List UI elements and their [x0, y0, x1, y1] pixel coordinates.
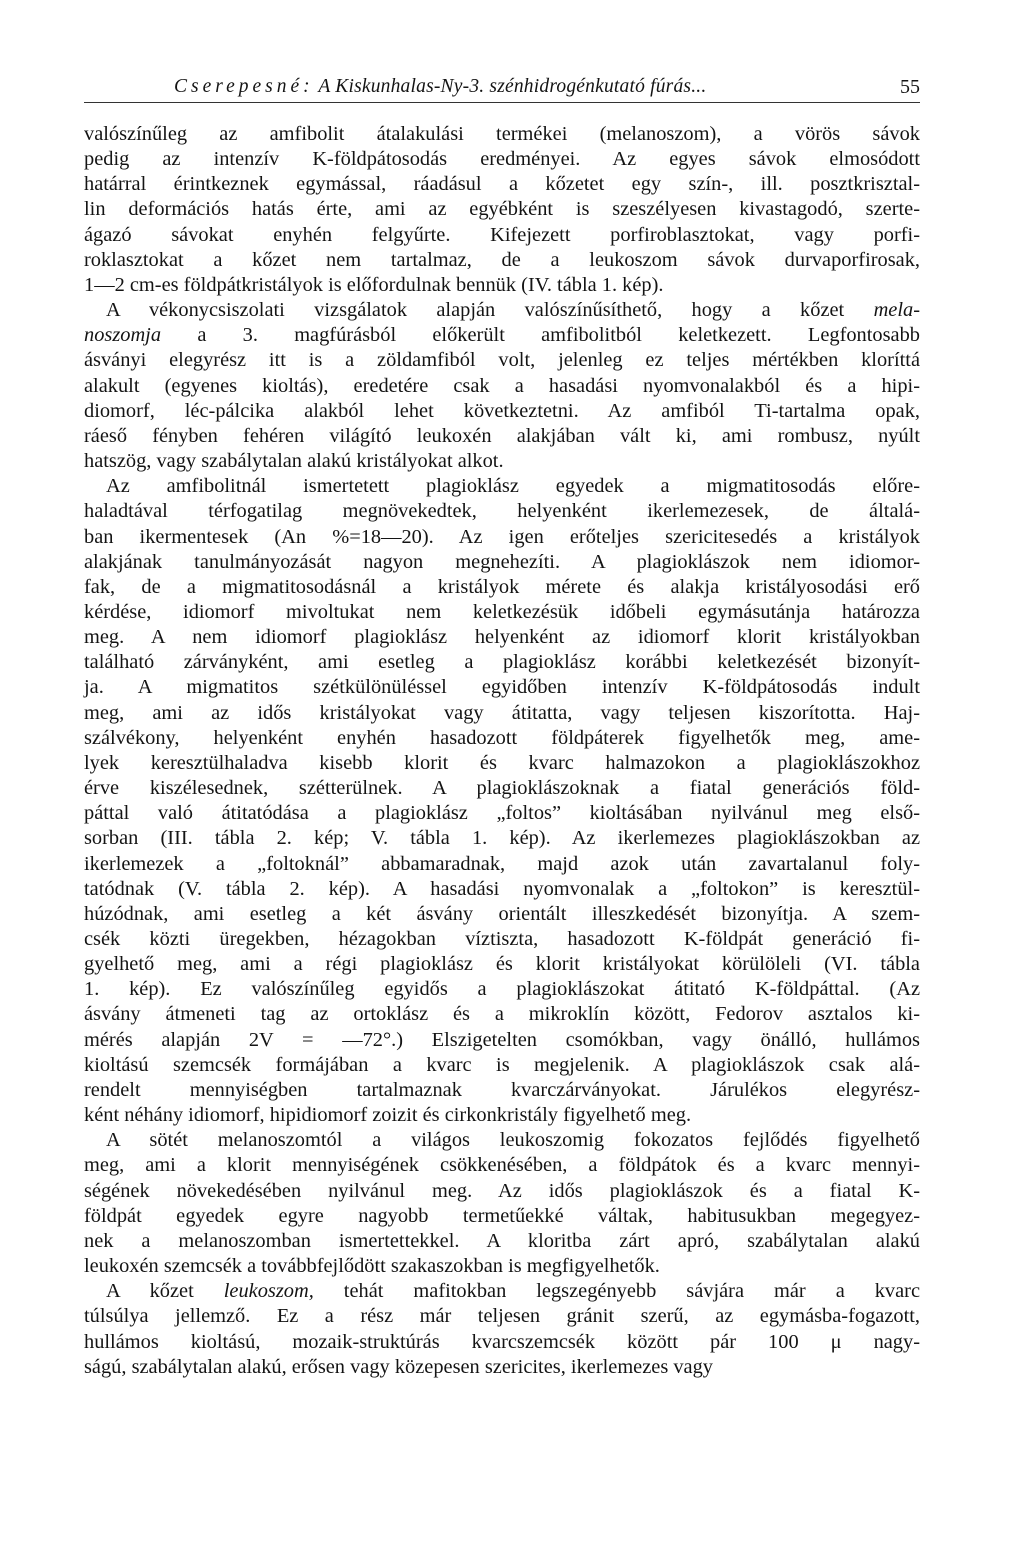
text-line: ágazó sávokat enyhén felgyűrte. Kifejezett porfiroblasztokat, vagy porfi- [84, 223, 920, 246]
text-line: A sötét melanoszomtól a világos leukoszomig fokozatos fejlődés figyelhető [106, 1129, 920, 1152]
text-line: A kőzet leukoszom, tehát mafitokban legszegényebb sávjára már a kvarc [106, 1280, 921, 1303]
text-line: ban ikermentesek (An %=18—20). Az igen erőteljes szericitesedés a kristályok [84, 525, 920, 548]
text-line: fak, de a migmatitosodásnál a kristályok mérete és alakja kristályosodási erő [84, 575, 920, 598]
text-line: határral érintkeznek egymással, ráadásul a kőzetet egy szín-, ill. posztkrisztal- [84, 173, 920, 196]
running-title [174, 76, 706, 98]
text-line: valószínűleg az amfibolit átalakulási termékei (melanoszom), a vörös sávok [84, 123, 920, 145]
text-line: A vékonycsiszolati vizsgálatok alapján valószínűsíthető, hogy a kőzet mela- [106, 299, 920, 322]
running-title-author: Cserepesné: [174, 76, 314, 97]
text-line: roklasztokat a kőzet nem tartalmaz, de a leukoszom sávok durvaporfirosak, [84, 248, 920, 271]
paragraph [84, 122, 920, 298]
text-line: alakjának tanulmányozását nagyon megnehezíti. A plagioklászok nem idiomor- [84, 550, 920, 573]
text-line: meg, ami a klorit mennyiségének csökkenésében, a földpátok és a kvarc mennyi- [84, 1154, 920, 1177]
text-line: szálvékony, helyenként enyhén hasadozott földpáterek figyelhetők meg, ame- [84, 726, 920, 749]
text-line: noszomja a 3. magfúrásból előkerült amfibolitból keletkezett. Legfontosabb [84, 324, 920, 347]
text-line: kérdése, idiomorf mivoltukat nem keletkezésük időbeli egymásutánja határozza [84, 600, 920, 623]
text-line: húzódnak, ami esetleg a két ásvány orientált illeszkedését bizonyítja. A szem- [84, 902, 920, 925]
page-number: 55 [900, 76, 920, 98]
paragraph [84, 474, 920, 1128]
text-line: hullámos kioltású, mozaik-struktúrás kvarcszemcsék között pár 100 μ nagy- [84, 1330, 920, 1353]
text-line: érve kiszélesednek, szétterülnek. A plagioklászoknak a fiatal generációs föld- [84, 777, 920, 800]
text-line: 1—2 cm-es földpátkristályok is előfordulnak bennük (IV. tábla 1. kép). [84, 273, 664, 296]
text-line: csék közti üregekben, hézagokban víztiszta, hasadozott K-földpát generáció fi- [84, 928, 920, 950]
text-line: 1. kép). Ez valószínűleg egyidős a plagioklászokat átitató K-földpáttal. (Az [84, 978, 920, 1001]
text-line: rendelt mennyiségben tartalmaznak kvarczárványokat. Járulékos elegyrész- [84, 1078, 920, 1101]
text-line: található zárványként, ami esetleg a plagioklász korábbi keletkezését bizonyít- [84, 651, 920, 674]
text-line: ásvány átmeneti tag az ortoklász és a mikroklín között, Fedorov asztalos ki- [84, 1003, 920, 1026]
text-line: gyelhető meg, ami a régi plagioklász és klorit kristályokat körülöleli (VI. tábla [84, 953, 920, 976]
text-line: lin deformációs hatás érte, ami az egyébként is szeszélyesen kivastagodó, szerte- [84, 198, 920, 221]
paragraph [84, 1279, 920, 1380]
text-line: nek a melanoszomban ismertettekkel. A kloritba zárt apró, szabálytalan alakú [84, 1229, 920, 1252]
italic-term: noszomja [84, 324, 162, 347]
text-line: meg. A nem idiomorf plagioklász helyenként az idiomorf klorit kristályokban [84, 626, 920, 649]
text-line: ásványi elegyrész itt is a zöldamfiból volt, jelenleg ez teljes mértékben kloríttá [84, 349, 920, 372]
text-line: lyek keresztülhaladva kisebb klorit és kvarc halmazokon a plagioklászokhoz [84, 751, 920, 774]
text-line: ságú, szabálytalan alakú, erősen vagy közepesen szericites, ikerlemezes vagy [84, 1355, 714, 1378]
text-line: pedig az intenzív K-földpátosodás eredményei. Az egyes sávok elmosódott [84, 148, 920, 171]
text-line: ségének növekedésében nyilvánul meg. Az idős plagioklászok és a fiatal K- [84, 1179, 920, 1202]
text-line: ráeső fényben fehéren világító leukoxén alakjában vált ki, ami rombusz, nyúlt [84, 424, 920, 447]
text-line: tatódnak (V. tábla 2. kép). A hasadási nyomvonalak a „foltokon” is keresztül- [84, 877, 920, 900]
text-line: alakult (egyenes kioltás), eredetére csak a hasadási nyomvonalakból és a hipi- [84, 374, 920, 397]
paragraph [84, 298, 920, 474]
italic-term: leukoszom, [223, 1280, 314, 1303]
text-line: ja. A migmatitos szétkülönüléssel egyidőben intenzív K-földpátosodás indult [84, 676, 920, 699]
text-line: túlsúlya jellemző. Ez a rész már teljesen gránit szerű, az egymásba-fogazott, [84, 1305, 920, 1328]
text-line: páttal való átitatódása a plagioklász „foltos” kioltásában nyilvánul meg első- [84, 802, 920, 825]
text-line: sorban (III. tábla 2. kép; V. tábla 1. kép). Az ikerlemezes plagioklászokban az [84, 827, 920, 850]
text-line: hatszög, vagy szabálytalan alakú kristályokat alkot. [84, 450, 504, 473]
text-line: leukoxén szemcsék a továbbfejlődött szakaszokban is megfigyelhetők. [84, 1255, 660, 1278]
running-title-text: A Kiskunhalas-Ny-3. szénhidrogénkutató fúrás... [318, 76, 707, 97]
italic-term: mela- [873, 299, 920, 322]
text-line: ikerlemezek a „foltoknál” abbamaradnak, majd azok után zavartalanul foly- [84, 852, 920, 875]
text-line: mérés alapján 2V = —72°.) Elszigetelten csomókban, vagy önálló, hullámos [84, 1028, 920, 1051]
text-line: Az amfibolitnál ismertetett plagioklász egyedek a migmatitosodás előre- [106, 475, 920, 498]
paragraph [84, 1128, 920, 1279]
body-text [84, 122, 920, 1380]
text-line: kioltású szemcsék formájában a kvarc is megjelenik. A plagioklászok csak alá- [84, 1053, 920, 1076]
text-line: diomorf, léc-pálcika alakból lehet következtetni. Az amfiból Ti-tartalma opak, [84, 399, 920, 422]
text-line: meg, ami az idős kristályokat vagy átitatta, vagy teljesen kiszorította. Haj- [84, 701, 920, 724]
text-line: földpát egyedek egyre nagyobb termetűekké váltak, habitusukban megegyez- [84, 1204, 920, 1227]
text-line: ként néhány idiomorf, hipidiomorf zoizit és cirkonkristály figyelhető meg. [84, 1104, 692, 1127]
running-header [84, 74, 920, 103]
text-line: haladtával térfogatilag megnövekedtek, helyenként ikerlemezesek, de általá- [84, 500, 920, 523]
